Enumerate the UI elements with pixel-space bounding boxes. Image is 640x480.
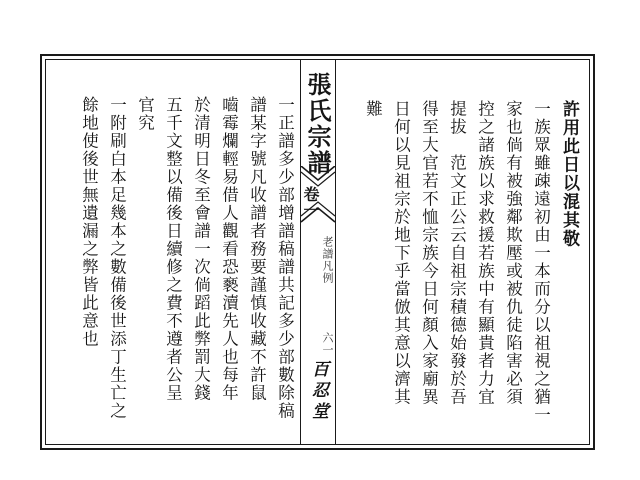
left-text-column-6: 官究 — [135, 96, 155, 132]
page-number: 六一 — [321, 332, 334, 356]
heading-column: 許用此日以混其敬 — [559, 100, 579, 248]
strip-left-rule — [300, 60, 301, 444]
right-text-column-4: 提拔 范文正公云自祖宗積德始發於吾 — [447, 100, 467, 406]
hall-name: 百忍堂 — [308, 360, 328, 423]
right-text-column-7: 難 — [363, 100, 383, 118]
left-text-column-5: 五千文整以備後日續修之費不遵者公呈 — [163, 96, 183, 402]
right-text-column-2: 家也倘有被強鄰欺壓或被仇徒陷害必須 — [503, 100, 523, 406]
book-title: 張氏宗譜 — [303, 72, 332, 176]
left-text-column-1: 一正譜多少部增譜稿譜共記多少部數除稿 — [275, 96, 295, 420]
left-text-column-7: 一附刷白本足幾本之數備後世添丁生亡之 — [107, 96, 127, 420]
right-text-column-6: 日何以見祖宗於地下乎當倣其意以濟其 — [391, 100, 411, 406]
center-strip — [300, 60, 336, 444]
section-label: 老譜凡例 — [321, 236, 334, 284]
strip-right-rule — [335, 60, 336, 444]
left-text-column-4: 於清明日冬至會譜一次倘蹈此弊罰大錢 — [191, 96, 211, 402]
left-text-column-3: 嚙霉爛輕易借人觀看恐褻瀆先人也每年 — [219, 96, 239, 402]
right-text-column-1: 一族眾雖疎遠初由一本而分以祖視之猶一 — [531, 100, 551, 424]
volume-label: 卷一 — [301, 186, 320, 218]
left-text-column-2: 譜某字號凡收譜者務要謹慎收藏不許鼠 — [247, 96, 267, 402]
right-text-column-3: 控之諸族以求救援若族中有顯貴者力宜 — [475, 100, 495, 406]
right-text-column-5: 得至大官若不恤宗族今日何顏入家廟異 — [419, 100, 439, 406]
left-text-column-8: 餘地使後世無遺漏之弊皆此意也 — [79, 96, 99, 348]
